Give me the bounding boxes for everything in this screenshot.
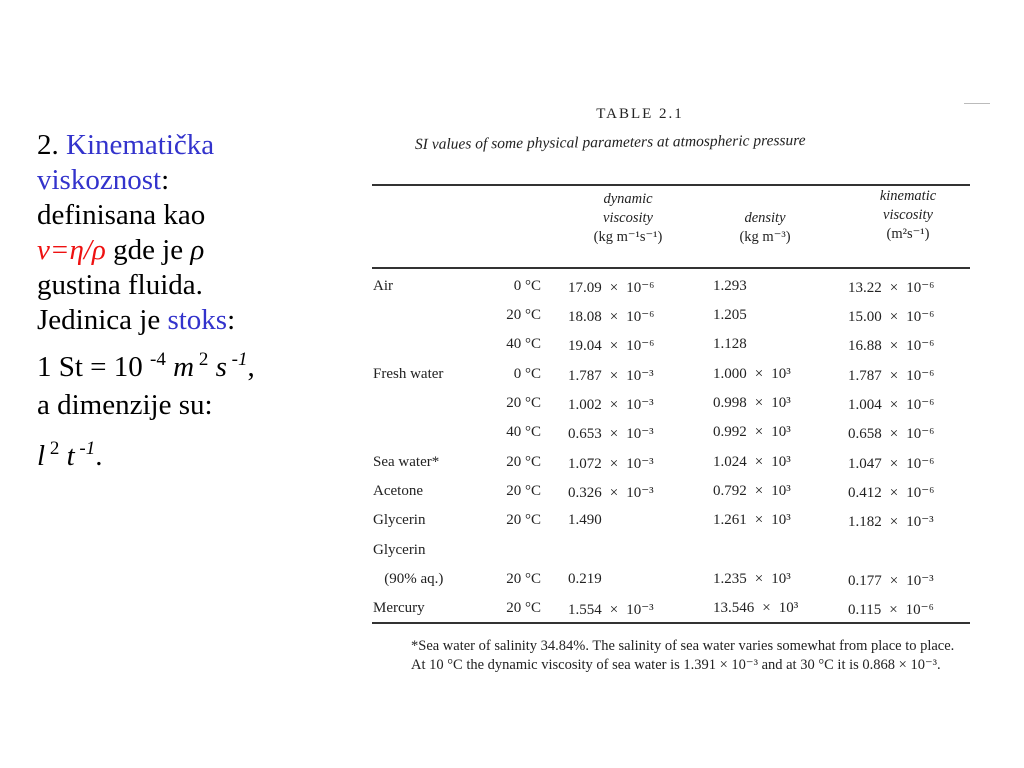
temperature: 0 °C xyxy=(513,366,541,382)
temperature: 20 °C xyxy=(506,512,541,528)
eq-prefix: 1 St = 10 xyxy=(37,351,151,383)
kinematic-viscosity-mantissa: 1.787 xyxy=(848,368,882,384)
times-symbol: × xyxy=(889,426,899,442)
temperature: 40 °C xyxy=(506,424,541,440)
cell-temperature xyxy=(478,483,541,500)
fluid-name: Sea water* xyxy=(373,454,440,470)
bottom-rule xyxy=(372,622,970,624)
heading-line-1 xyxy=(37,128,347,163)
dynamic-viscosity-mantissa: 1.072 xyxy=(568,456,602,472)
heading-colon: : xyxy=(161,164,170,196)
cell-density xyxy=(713,278,747,295)
cell-kinematic-viscosity xyxy=(848,366,934,385)
density-exponent: 10³ xyxy=(771,454,791,470)
kinematic-viscosity-mantissa: 16.88 xyxy=(848,338,882,354)
dynamic-viscosity-exponent: 10⁻⁶ xyxy=(626,309,655,325)
header-text: kinematic xyxy=(879,188,937,204)
density-mantissa: 0.998 xyxy=(713,395,747,411)
formula-line xyxy=(37,233,347,268)
fluid-name: Air xyxy=(373,278,393,294)
cell-fluid xyxy=(373,600,425,617)
cell-temperature xyxy=(478,571,541,588)
dimensions-formula xyxy=(37,439,347,477)
times-symbol: × xyxy=(762,600,771,616)
dynamic-viscosity-mantissa: 19.04 xyxy=(568,338,602,354)
fluid-name: Glycerin xyxy=(373,542,426,558)
cell-density xyxy=(713,600,798,617)
cell-temperature xyxy=(478,454,541,471)
table-row xyxy=(370,542,970,572)
header-dynamic-viscosity xyxy=(568,190,688,247)
cell-fluid xyxy=(373,278,393,295)
cell-kinematic-viscosity xyxy=(848,454,934,473)
stokes-equation xyxy=(37,350,347,388)
cell-dynamic-viscosity xyxy=(568,512,602,529)
dynamic-viscosity-mantissa: 0.219 xyxy=(568,571,602,587)
cell-density xyxy=(713,424,791,441)
cell-fluid xyxy=(373,483,423,500)
header-text: dynamic xyxy=(603,191,653,207)
density-mantissa: 0.792 xyxy=(713,483,747,499)
cell-fluid xyxy=(373,571,443,588)
rho-symbol: ρ xyxy=(190,234,205,266)
times-symbol: × xyxy=(609,397,619,413)
cell-fluid xyxy=(373,542,425,559)
fluid-name: (90% aq.) xyxy=(373,571,444,587)
times-symbol: × xyxy=(609,338,619,354)
density-mantissa: 1.293 xyxy=(713,278,747,294)
kinematic-viscosity-exponent: 10⁻³ xyxy=(906,514,934,530)
temperature: 20 °C xyxy=(506,600,541,616)
cell-kinematic-viscosity xyxy=(848,307,934,326)
cell-temperature xyxy=(478,336,541,353)
times-symbol: × xyxy=(754,571,764,587)
dim-period: . xyxy=(95,440,103,472)
unit-name: stoks xyxy=(167,304,228,336)
cell-temperature xyxy=(478,278,541,295)
kinematic-viscosity-exponent: 10⁻⁶ xyxy=(906,338,935,354)
dynamic-viscosity-mantissa: 1.787 xyxy=(568,368,602,384)
dynamic-viscosity-mantissa: 1.554 xyxy=(568,602,602,618)
cell-dynamic-viscosity xyxy=(568,336,654,355)
times-symbol: × xyxy=(609,309,619,325)
density-mantissa: 1.024 xyxy=(713,454,747,470)
heading-line-2 xyxy=(37,163,347,198)
times-symbol: × xyxy=(889,602,898,618)
dynamic-viscosity-exponent: 10⁻³ xyxy=(626,602,654,618)
cell-kinematic-viscosity xyxy=(848,571,934,590)
times-symbol: × xyxy=(889,514,899,530)
density-exponent: 10³ xyxy=(771,571,791,587)
kinematic-viscosity-mantissa: 1.047 xyxy=(848,456,882,472)
heading-term-2: viskoznost xyxy=(37,164,162,196)
kinematic-viscosity-mantissa: 1.182 xyxy=(848,514,882,530)
density-exponent: 10³ xyxy=(771,366,791,382)
dynamic-viscosity-exponent: 10⁻⁶ xyxy=(626,280,655,296)
cell-temperature xyxy=(478,512,541,529)
times-symbol: × xyxy=(754,395,764,411)
density-exponent: 10³ xyxy=(771,512,791,528)
heading-number: 2. xyxy=(37,129,59,161)
cell-temperature xyxy=(478,366,541,383)
dimensions-line: a dimenzije su: xyxy=(37,389,213,421)
times-symbol: × xyxy=(889,338,899,354)
table-row xyxy=(370,571,970,601)
times-symbol: × xyxy=(754,424,764,440)
temperature: 20 °C xyxy=(506,307,541,323)
cell-dynamic-viscosity xyxy=(568,571,602,588)
table-row xyxy=(370,600,970,630)
cell-temperature xyxy=(478,600,541,617)
cell-kinematic-viscosity xyxy=(848,512,934,531)
kinematic-viscosity-exponent: 10⁻⁶ xyxy=(905,602,934,618)
eq-s: s xyxy=(208,351,227,383)
dim-exp-2: -1 xyxy=(74,438,96,459)
density-mantissa: 13.546 xyxy=(713,600,755,616)
kinematic-viscosity-exponent: 10⁻⁶ xyxy=(906,309,935,325)
dynamic-viscosity-exponent: 10⁻³ xyxy=(626,368,654,384)
eq-exp-2: 2 xyxy=(194,349,209,370)
kinematic-viscosity-exponent: 10⁻⁶ xyxy=(906,368,935,384)
times-symbol: × xyxy=(889,573,899,589)
formula-suffix: gde je xyxy=(105,234,191,266)
kinematic-viscosity-mantissa: 0.658 xyxy=(848,426,882,442)
temperature: 20 °C xyxy=(506,454,541,470)
dynamic-viscosity-mantissa: 0.653 xyxy=(568,426,602,442)
header-text: viscosity xyxy=(603,210,653,226)
dynamic-viscosity-mantissa: 17.09 xyxy=(568,280,602,296)
dynamic-viscosity-mantissa: 1.490 xyxy=(568,512,602,528)
density-mantissa: 1.235 xyxy=(713,571,747,587)
dynamic-viscosity-mantissa: 18.08 xyxy=(568,309,602,325)
cell-density xyxy=(713,395,791,412)
header-density xyxy=(715,209,815,247)
density-exponent: 10³ xyxy=(771,483,791,499)
times-symbol: × xyxy=(754,366,764,382)
times-symbol: × xyxy=(889,485,899,501)
unit-intro: Jedinica je xyxy=(37,304,168,336)
density-mantissa: 1.261 xyxy=(713,512,747,528)
header-text: density xyxy=(744,210,786,226)
fluid-name: Acetone xyxy=(373,483,423,499)
eq-m: m xyxy=(165,351,195,383)
times-symbol: × xyxy=(889,309,899,325)
temperature: 20 °C xyxy=(506,483,541,499)
cell-temperature xyxy=(478,307,541,324)
cell-kinematic-viscosity xyxy=(848,600,934,619)
table-footnote: *Sea water of salinity 34.84%. The salinity of sea water varies somewhat from place to place. At 10 °C the dynamic viscosity of sea water is 1.391 × 10⁻³ and at 30 °C it is 0.868 × 10⁻³. xyxy=(411,638,955,673)
dynamic-viscosity-mantissa: 1.002 xyxy=(568,397,602,413)
kinematic-viscosity-exponent: 10⁻⁶ xyxy=(906,397,935,413)
dim-t: t xyxy=(59,440,75,472)
cell-dynamic-viscosity xyxy=(568,454,654,473)
cell-density xyxy=(713,366,791,383)
kinematic-viscosity-mantissa: 1.004 xyxy=(848,397,882,413)
kinematic-viscosity-formula: ν=η/ρ xyxy=(37,234,106,266)
table-row xyxy=(370,395,970,425)
cell-density xyxy=(713,571,791,588)
header-unit: (m²s⁻¹) xyxy=(886,226,930,242)
header-kinematic-viscosity xyxy=(858,187,958,244)
cell-kinematic-viscosity xyxy=(848,336,934,355)
cell-dynamic-viscosity xyxy=(568,307,654,326)
fluid-name: Fresh water xyxy=(373,366,444,382)
fluid-name: Glycerin xyxy=(373,512,426,528)
density-mantissa: 0.992 xyxy=(713,424,747,440)
kinematic-viscosity-mantissa: 15.00 xyxy=(848,309,882,325)
times-symbol: × xyxy=(609,602,619,618)
times-symbol: × xyxy=(889,456,899,472)
cell-temperature xyxy=(478,424,541,441)
table-row xyxy=(370,366,970,396)
table-caption: SI values of some physical parameters at atmospheric pressure xyxy=(414,131,806,154)
header-text: viscosity xyxy=(883,207,933,223)
density-mantissa: 1.205 xyxy=(713,307,747,323)
table-row xyxy=(370,512,970,542)
density-exponent: 10³ xyxy=(778,600,799,616)
times-symbol: × xyxy=(609,368,619,384)
times-symbol: × xyxy=(754,454,764,470)
header-unit: (kg m⁻¹s⁻¹) xyxy=(593,229,663,245)
table-row xyxy=(370,278,970,308)
density-mantissa: 1.000 xyxy=(713,366,747,382)
cell-density xyxy=(713,512,791,529)
cell-density xyxy=(713,307,747,324)
times-symbol: × xyxy=(609,280,619,296)
cell-fluid xyxy=(373,454,439,471)
dim-l: l xyxy=(37,440,46,472)
times-symbol: × xyxy=(889,397,899,413)
kinematic-viscosity-exponent: 10⁻⁶ xyxy=(906,485,935,501)
table-row xyxy=(370,454,970,484)
density-mantissa: 1.128 xyxy=(713,336,747,352)
times-symbol: × xyxy=(889,280,899,296)
cell-kinematic-viscosity xyxy=(848,278,934,297)
cell-density xyxy=(713,454,791,471)
temperature: 20 °C xyxy=(506,395,541,411)
dynamic-viscosity-exponent: 10⁻⁶ xyxy=(626,338,655,354)
temperature: 20 °C xyxy=(506,571,541,587)
kinematic-viscosity-mantissa: 0.115 xyxy=(848,602,882,618)
cell-density xyxy=(713,483,791,500)
dynamic-viscosity-mantissa: 0.326 xyxy=(568,485,602,501)
kinematic-viscosity-mantissa: 0.412 xyxy=(848,485,882,501)
times-symbol: × xyxy=(889,368,899,384)
cell-temperature xyxy=(478,395,541,412)
temperature: 0 °C xyxy=(513,278,541,294)
slide-text-panel xyxy=(37,128,347,477)
dynamic-viscosity-exponent: 10⁻³ xyxy=(626,426,654,442)
cell-dynamic-viscosity xyxy=(568,395,654,414)
density-line: gustina fluida. xyxy=(37,269,203,301)
times-symbol: × xyxy=(609,426,619,442)
dynamic-viscosity-exponent: 10⁻³ xyxy=(626,485,654,501)
temperature: 40 °C xyxy=(506,336,541,352)
density-exponent: 10³ xyxy=(771,424,791,440)
definition-line: definisana kao xyxy=(37,199,206,231)
dynamic-viscosity-exponent: 10⁻³ xyxy=(626,456,654,472)
cell-fluid xyxy=(373,512,425,529)
density-exponent: 10³ xyxy=(771,395,791,411)
cell-kinematic-viscosity xyxy=(848,424,934,443)
times-symbol: × xyxy=(609,456,619,472)
cell-fluid xyxy=(373,366,443,383)
kinematic-viscosity-mantissa: 0.177 xyxy=(848,573,882,589)
fluid-name: Mercury xyxy=(373,600,425,616)
unit-colon: : xyxy=(227,304,236,336)
table-title: TABLE 2.1 xyxy=(596,106,684,122)
times-symbol: × xyxy=(754,512,764,528)
dynamic-viscosity-exponent: 10⁻³ xyxy=(626,397,654,413)
cell-dynamic-viscosity xyxy=(568,278,654,297)
times-symbol: × xyxy=(754,483,764,499)
table-scan xyxy=(370,100,990,710)
kinematic-viscosity-exponent: 10⁻⁶ xyxy=(906,426,935,442)
cell-kinematic-viscosity xyxy=(848,395,934,414)
eq-exp-3: -1 xyxy=(226,349,248,370)
eq-exp-1: -4 xyxy=(150,349,166,370)
table-row xyxy=(370,483,970,513)
top-rule xyxy=(372,184,970,186)
kinematic-viscosity-exponent: 10⁻⁶ xyxy=(906,280,935,296)
header-rule xyxy=(372,267,970,269)
heading-term: Kinematička xyxy=(66,129,215,161)
unit-line xyxy=(37,303,347,338)
cell-density xyxy=(713,336,747,353)
header-unit: (kg m⁻³) xyxy=(739,229,791,245)
times-symbol: × xyxy=(609,485,619,501)
cell-dynamic-viscosity xyxy=(568,600,654,619)
table-row xyxy=(370,336,970,366)
cell-dynamic-viscosity xyxy=(568,483,654,502)
cell-dynamic-viscosity xyxy=(568,424,654,443)
cell-kinematic-viscosity xyxy=(848,483,934,502)
kinematic-viscosity-exponent: 10⁻³ xyxy=(906,573,934,589)
eq-comma: , xyxy=(247,351,255,383)
dim-exp-1: 2 xyxy=(45,438,60,459)
kinematic-viscosity-exponent: 10⁻⁶ xyxy=(906,456,935,472)
table-row xyxy=(370,424,970,454)
kinematic-viscosity-mantissa: 13.22 xyxy=(848,280,882,296)
table-row xyxy=(370,307,970,337)
cell-dynamic-viscosity xyxy=(568,366,654,385)
